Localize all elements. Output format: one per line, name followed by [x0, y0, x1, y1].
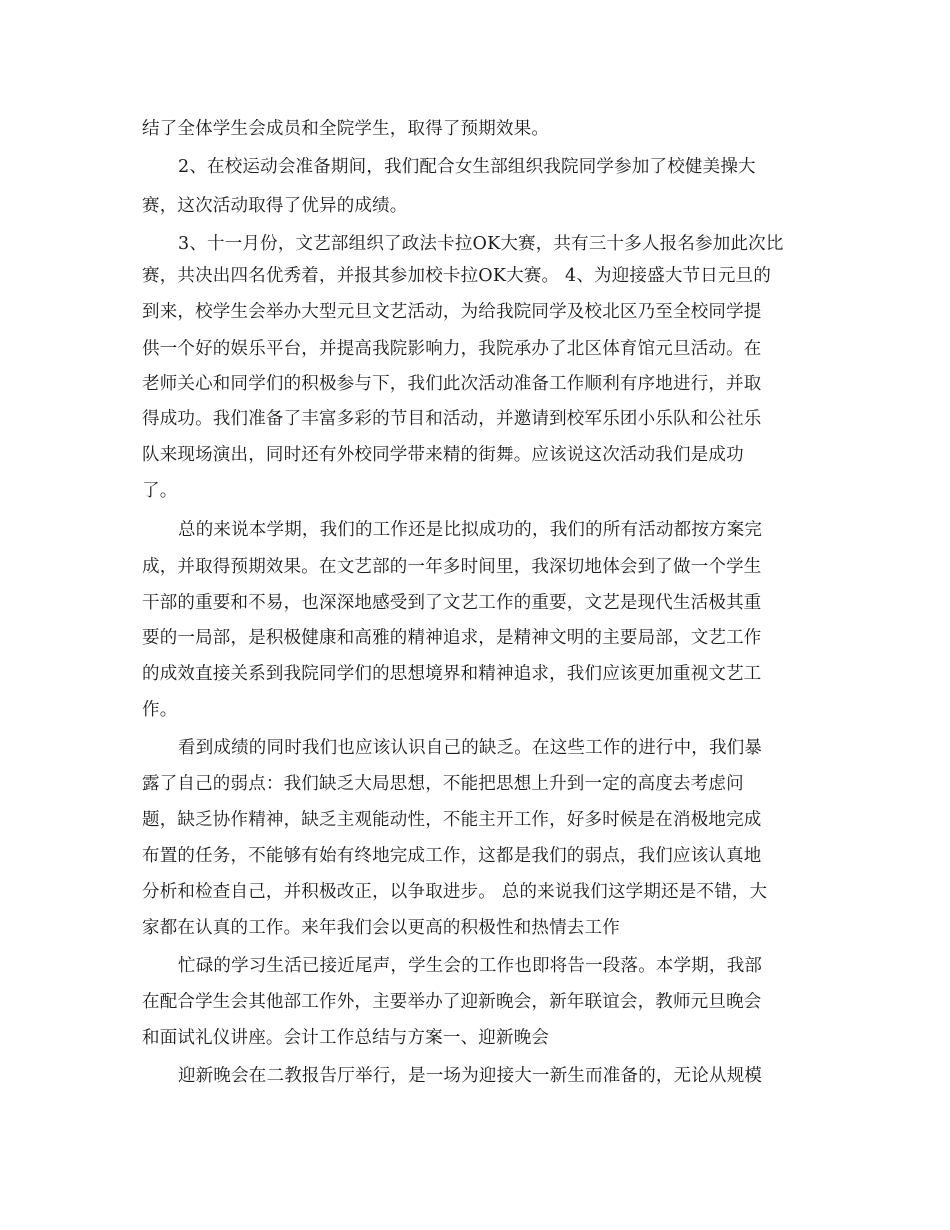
text-line: 3、十一月份，文艺部组织了政法卡拉OK大赛，共有三十多人报名参加此次比: [178, 234, 784, 254]
text-line: 分析和检查自己，并积极改正，以争取进步。 总的来说我们这学期还是不错，大: [142, 882, 768, 902]
text-line: 露了自己的弱点：我们缺乏大局思想，不能把思想上升到一定的高度去考虑问: [142, 774, 744, 794]
text-line: 要的一局部，是积极健康和高雅的精神追求，是精神文明的主要局部，文艺工作: [142, 628, 762, 648]
text-line: 和面试礼仪讲座。会计工作总结与方案一、迎新晚会: [142, 1028, 550, 1048]
text-line: 赛，这次活动取得了优异的成绩。: [142, 196, 408, 216]
text-line: 布置的任务，不能够有始有终地完成工作，这都是我们的弱点，我们应该认真地: [142, 846, 762, 866]
text-line: 结了全体学生会成员和全院学生，取得了预期效果。: [142, 119, 550, 139]
text-line: 成，并取得预期效果。在文艺部的一年多时间里，我深切地体会到了做一个学生: [142, 557, 762, 577]
text-line: 忙碌的学习生活已接近尾声，学生会的工作也即将告一段落。本学期，我部: [178, 956, 763, 976]
text-line: 迎新晚会在二教报告厅举行，是一场为迎接大一新生而准备的，无论从规模: [178, 1066, 763, 1086]
text-line: 总的来说本学期，我们的工作还是比拟成功的，我们的所有活动都按方案完: [178, 520, 763, 540]
text-line: 题，缺乏协作精神，缺乏主观能动性，不能主开工作，好多时候是在消极地完成: [142, 810, 762, 830]
text-line: 到来，校学生会举办大型元旦文艺活动，为给我院同学及校北区乃至全校同学提: [142, 302, 762, 322]
text-line: 2、在校运动会准备期间，我们配合女生部组织我院同学参加了校健美操大: [178, 157, 756, 177]
text-line: 老师关心和同学们的积极参与下，我们此次活动准备工作顺利有序地进行，并取: [142, 374, 762, 394]
text-line: 的成效直接关系到我院同学们的思想境界和精神追求，我们应该更加重视文艺工: [142, 664, 762, 684]
text-line: 得成功。我们准备了丰富多彩的节目和活动，并邀请到校军乐团小乐队和公社乐: [142, 409, 762, 429]
text-line: 作。: [142, 700, 178, 720]
text-line: 供一个好的娱乐平台，并提高我院影响力，我院承办了北区体育馆元旦活动。在: [142, 339, 762, 359]
text-line: 家都在认真的工作。来年我们会以更高的积极性和热情去工作: [142, 918, 620, 938]
text-line: 干部的重要和不易，也深深地感受到了文艺工作的重要，文艺是现代生活极其重: [142, 593, 762, 613]
text-line: 队来现场演出，同时还有外校同学带来精的街舞。应该说这次活动我们是成功: [142, 445, 744, 465]
text-line: 在配合学生会其他部工作外，主要举办了迎新晚会，新年联谊会，教师元旦晚会: [142, 992, 762, 1012]
text-line: 赛，共决出四名优秀着，并报其参加校卡拉OK大赛。 4、为迎接盛大节日元旦的: [142, 266, 772, 286]
text-line: 了。: [142, 481, 178, 501]
text-line: 看到成绩的同时我们也应该认识自己的缺乏。在这些工作的进行中，我们暴: [178, 738, 763, 758]
